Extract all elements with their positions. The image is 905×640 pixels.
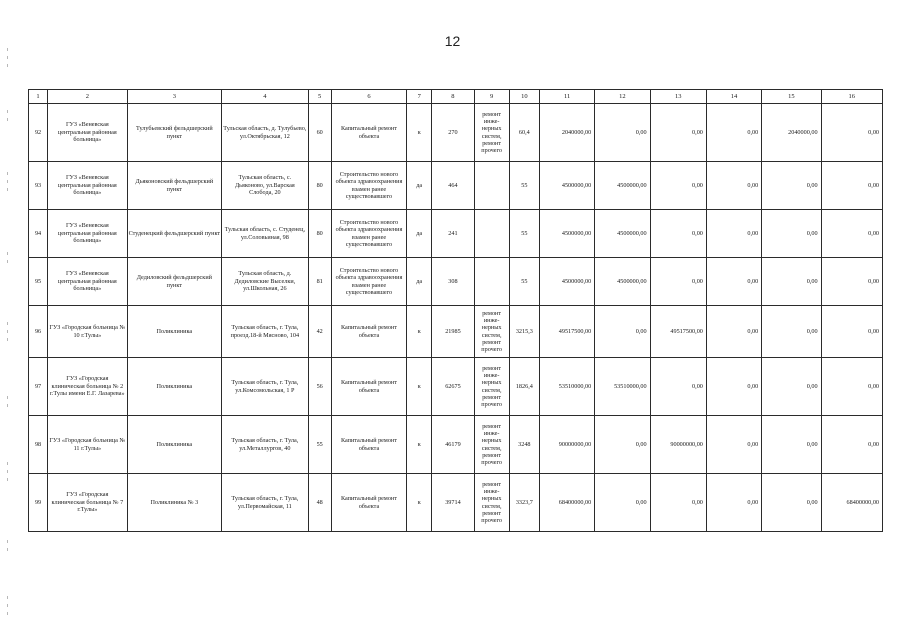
institution-cell: ГУЗ «Веневская центральная районная больница»: [48, 258, 127, 306]
col12-cell: 53510000,00: [595, 358, 650, 416]
col15-cell: 0,00: [762, 306, 821, 358]
col5-cell: 80: [308, 162, 331, 210]
col10-cell: 55: [509, 162, 539, 210]
col15-cell: 0,00: [762, 474, 821, 532]
institution-cell: ГУЗ «Веневская центральная районная больница»: [48, 162, 127, 210]
col11-cell: 2040000,00: [539, 104, 594, 162]
header-cell: 16: [821, 90, 882, 104]
row-number: 95: [29, 258, 48, 306]
col14-cell: 0,00: [706, 358, 761, 416]
col5-cell: 42: [308, 306, 331, 358]
address-cell: Тульская область, г. Тула, ул.Металлургов, 40: [222, 416, 309, 474]
col16-cell: 0,00: [821, 104, 882, 162]
col8-cell: 270: [432, 104, 474, 162]
col13-cell: 0,00: [650, 104, 706, 162]
work-type-cell: Капитальный ремонт объекта: [331, 474, 406, 532]
col11-cell: 49517500,00: [539, 306, 594, 358]
facility-cell: Дедиловский фельдшерский пункт: [127, 258, 222, 306]
col12-cell: 4500000,00: [595, 162, 650, 210]
facility-cell: Поликлиника: [127, 306, 222, 358]
work-type-cell: Строительство нового объекта здравоохранения взамен ранее существовавшего: [331, 258, 406, 306]
col16-cell: 68400000,00: [821, 474, 882, 532]
col8-cell: 308: [432, 258, 474, 306]
address-cell: Тульская область, с. Дьяконово, ул.Варская Слобода, 20: [222, 162, 309, 210]
col14-cell: 0,00: [706, 258, 761, 306]
col13-cell: 0,00: [650, 258, 706, 306]
col12-cell: 0,00: [595, 474, 650, 532]
col13-cell: 90000000,00: [650, 416, 706, 474]
table-row: [29, 162, 883, 210]
col8-cell: 62675: [432, 358, 474, 416]
table-row: [29, 474, 883, 532]
col10-cell: 60,4: [509, 104, 539, 162]
row-number: 94: [29, 210, 48, 258]
col16-cell: 0,00: [821, 258, 882, 306]
repair-kind-cell: ремонт инже-нерных систем, ремонт прочего: [474, 104, 509, 162]
institution-cell: ГУЗ «Веневская центральная районная больница»: [48, 104, 127, 162]
row-number: 99: [29, 474, 48, 532]
col12-cell: 4500000,00: [595, 258, 650, 306]
repair-kind-cell: [474, 162, 509, 210]
address-cell: Тульская область, г. Тула, ул.Комсомольская, 1 Р: [222, 358, 309, 416]
col10-cell: 1826,4: [509, 358, 539, 416]
facility-cell: Поликлиника: [127, 416, 222, 474]
address-cell: Тульская область, д. Дедиловские Выселки, ул.Школьная, 26: [222, 258, 309, 306]
col7-cell: к: [407, 416, 432, 474]
col5-cell: 81: [308, 258, 331, 306]
address-cell: Тульская область, г. Тула, ул.Первомайская, 11: [222, 474, 309, 532]
col12-cell: 0,00: [595, 104, 650, 162]
col15-cell: 0,00: [762, 162, 821, 210]
col5-cell: 56: [308, 358, 331, 416]
header-cell: 10: [509, 90, 539, 104]
row-number: 97: [29, 358, 48, 416]
col5-cell: 60: [308, 104, 331, 162]
col16-cell: 0,00: [821, 358, 882, 416]
col7-cell: к: [407, 358, 432, 416]
col12-cell: 0,00: [595, 416, 650, 474]
work-type-cell: Капитальный ремонт объекта: [331, 358, 406, 416]
header-cell: 1: [29, 90, 48, 104]
col15-cell: 0,00: [762, 416, 821, 474]
facility-cell: Поликлиника: [127, 358, 222, 416]
header-cell: 4: [222, 90, 309, 104]
institution-cell: ГУЗ «Городская больница № 11 г.Тулы»: [48, 416, 127, 474]
col13-cell: 49517500,00: [650, 306, 706, 358]
repair-kind-cell: [474, 258, 509, 306]
col12-cell: 4500000,00: [595, 210, 650, 258]
col13-cell: 0,00: [650, 162, 706, 210]
header-cell: 9: [474, 90, 509, 104]
col14-cell: 0,00: [706, 104, 761, 162]
row-number: 93: [29, 162, 48, 210]
table-row: [29, 416, 883, 474]
header-cell: 15: [762, 90, 821, 104]
work-type-cell: Капитальный ремонт объекта: [331, 416, 406, 474]
col8-cell: 39714: [432, 474, 474, 532]
col7-cell: да: [407, 210, 432, 258]
col16-cell: 0,00: [821, 306, 882, 358]
col11-cell: 53510000,00: [539, 358, 594, 416]
col14-cell: 0,00: [706, 416, 761, 474]
col14-cell: 0,00: [706, 306, 761, 358]
header-cell: 8: [432, 90, 474, 104]
row-number: 92: [29, 104, 48, 162]
col13-cell: 0,00: [650, 210, 706, 258]
header-cell: 5: [308, 90, 331, 104]
col10-cell: 3248: [509, 416, 539, 474]
col5-cell: 80: [308, 210, 331, 258]
repair-kind-cell: ремонт инже-нерных систем, ремонт прочего: [474, 358, 509, 416]
header-cell: 14: [706, 90, 761, 104]
col8-cell: 464: [432, 162, 474, 210]
binding-marks: [4, 0, 12, 640]
repair-kind-cell: ремонт инже-нерных систем, ремонт прочего: [474, 306, 509, 358]
data-table: [28, 89, 883, 532]
address-cell: Тульская область, д. Тулубьево, ул.Октябрьская, 12: [222, 104, 309, 162]
col7-cell: к: [407, 104, 432, 162]
col14-cell: 0,00: [706, 474, 761, 532]
col10-cell: 55: [509, 258, 539, 306]
header-cell: 12: [595, 90, 650, 104]
institution-cell: ГУЗ «Городская клиническая больница № 7 г.Тулы»: [48, 474, 127, 532]
col11-cell: 4500000,00: [539, 162, 594, 210]
facility-cell: Дьяконовский фельдшерский пункт: [127, 162, 222, 210]
col15-cell: 0,00: [762, 210, 821, 258]
col7-cell: да: [407, 162, 432, 210]
col15-cell: 2040000,00: [762, 104, 821, 162]
header-cell: 3: [127, 90, 222, 104]
col15-cell: 0,00: [762, 358, 821, 416]
col11-cell: 68400000,00: [539, 474, 594, 532]
col11-cell: 4500000,00: [539, 258, 594, 306]
header-cell: 11: [539, 90, 594, 104]
work-type-cell: Строительство нового объекта здравоохранения взамен ранее существовавшего: [331, 210, 406, 258]
table-row: [29, 306, 883, 358]
institution-cell: ГУЗ «Городская больница № 10 г.Тулы»: [48, 306, 127, 358]
col13-cell: 0,00: [650, 358, 706, 416]
facility-cell: Студенецкий фельдшерский пункт: [127, 210, 222, 258]
repair-kind-cell: [474, 210, 509, 258]
repair-kind-cell: ремонт инже-нерных систем, ремонт прочего: [474, 474, 509, 532]
row-number: 98: [29, 416, 48, 474]
table-row: [29, 210, 883, 258]
col10-cell: 55: [509, 210, 539, 258]
col5-cell: 55: [308, 416, 331, 474]
col16-cell: 0,00: [821, 162, 882, 210]
facility-cell: Тулубьевский фельдшерский пункт: [127, 104, 222, 162]
col16-cell: 0,00: [821, 210, 882, 258]
work-type-cell: Строительство нового объекта здравоохранения взамен ранее существовавшего: [331, 162, 406, 210]
col10-cell: 3323,7: [509, 474, 539, 532]
header-cell: 6: [331, 90, 406, 104]
header-cell: 2: [48, 90, 127, 104]
table-row: [29, 258, 883, 306]
header-row: [29, 90, 883, 104]
table-row: [29, 104, 883, 162]
repair-kind-cell: ремонт инже-нерных систем, ремонт прочего: [474, 416, 509, 474]
col7-cell: к: [407, 474, 432, 532]
col12-cell: 0,00: [595, 306, 650, 358]
col7-cell: к: [407, 306, 432, 358]
col10-cell: 3215,3: [509, 306, 539, 358]
col15-cell: 0,00: [762, 258, 821, 306]
col5-cell: 48: [308, 474, 331, 532]
col14-cell: 0,00: [706, 162, 761, 210]
col14-cell: 0,00: [706, 210, 761, 258]
row-number: 96: [29, 306, 48, 358]
col11-cell: 4500000,00: [539, 210, 594, 258]
work-type-cell: Капитальный ремонт объекта: [331, 306, 406, 358]
header-cell: 13: [650, 90, 706, 104]
col8-cell: 46179: [432, 416, 474, 474]
col11-cell: 90000000,00: [539, 416, 594, 474]
address-cell: Тульская область, с. Студенец, ул.Соловьиная, 98: [222, 210, 309, 258]
col8-cell: 241: [432, 210, 474, 258]
header-cell: 7: [407, 90, 432, 104]
facility-cell: Поликлиника № 3: [127, 474, 222, 532]
address-cell: Тульская область, г. Тула, проезд.18-й Мясново, 104: [222, 306, 309, 358]
col8-cell: 21985: [432, 306, 474, 358]
work-type-cell: Капитальный ремонт объекта: [331, 104, 406, 162]
institution-cell: ГУЗ «Веневская центральная районная больница»: [48, 210, 127, 258]
page-number: 12: [444, 33, 461, 49]
col7-cell: да: [407, 258, 432, 306]
col13-cell: 0,00: [650, 474, 706, 532]
institution-cell: ГУЗ «Городская клиническая больница № 2 г.Тулы имени Е.Г. Лазарева»: [48, 358, 127, 416]
col16-cell: 0,00: [821, 416, 882, 474]
table-row: [29, 358, 883, 416]
